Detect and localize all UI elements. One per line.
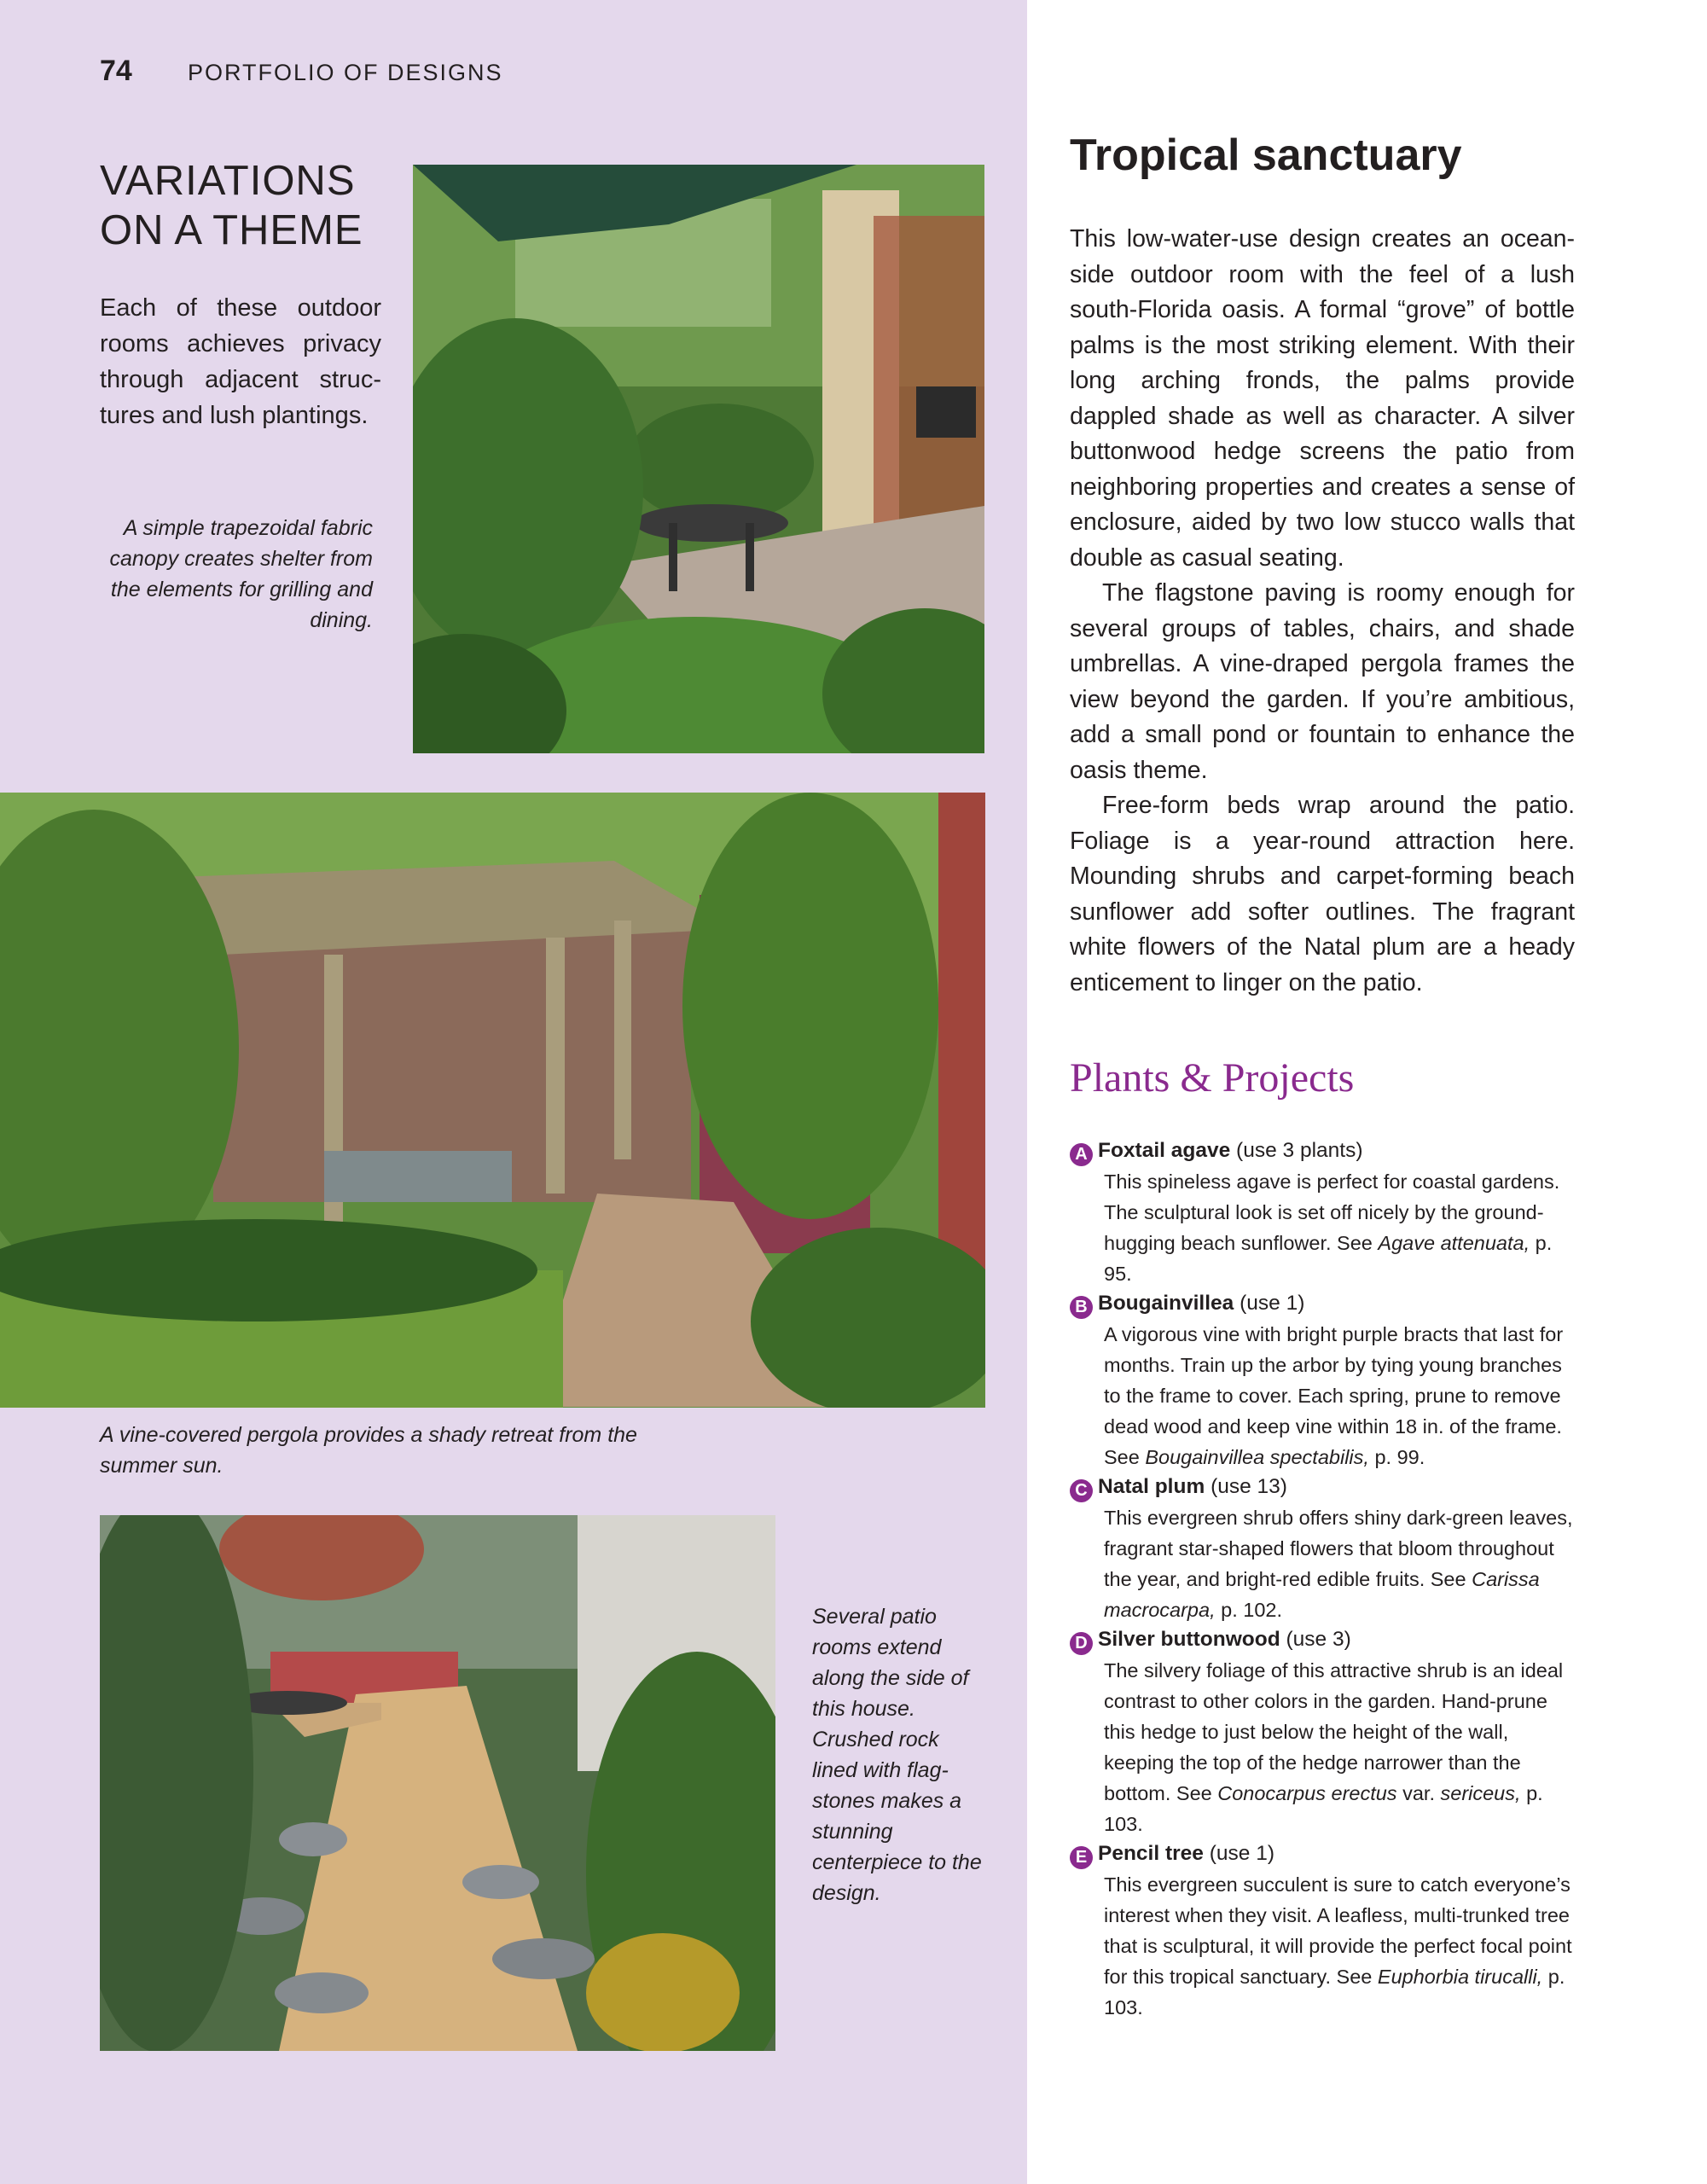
plant-description: A vigorous vine with bright purple bracts that last for months. Train up the arbor by tying young branches to the frame to cover. Each spring, prune to remove dead wood and keep vine within 18 in. of the frame. See Bougainvillea spectabilis, p. 99. — [1104, 1323, 1564, 1468]
plant-item-natal-plum — [1070, 1472, 1576, 1625]
caption-canopy: A simple trapezoidal fabric canopy creates shelter from the elements for grilling and dining. — [109, 516, 373, 632]
plant-letter-badge: D — [1070, 1632, 1093, 1655]
photo-pergola — [0, 793, 985, 1408]
plant-name: Silver buttonwood — [1098, 1628, 1280, 1651]
sidebar-title-line-1: VARIATIONS — [100, 158, 356, 204]
sidebar-title — [100, 156, 424, 255]
plant-letter-badge: E — [1070, 1846, 1093, 1869]
plant-quantity: (use 1) — [1240, 1292, 1305, 1315]
running-head: PORTFOLIO OF DESIGNS — [188, 60, 503, 85]
plant-name: Foxtail agave — [1098, 1139, 1231, 1162]
plant-name: Bougainvillea — [1098, 1292, 1234, 1315]
sidebar-intro: Each of these outdoor rooms achieves privacy through adjacent structures and lush plantings. — [100, 294, 381, 429]
plant-quantity: (use 13) — [1211, 1475, 1287, 1498]
plant-item-foxtail-agave — [1070, 1136, 1576, 1289]
plant-name: Natal plum — [1098, 1475, 1205, 1498]
plant-name: Pencil tree — [1098, 1842, 1204, 1865]
sidebar-title-line-2: ON A THEME — [100, 207, 363, 253]
photo-pergola-illustration — [0, 793, 985, 1408]
article-paragraph: Free-form beds wrap around the patio. Foliage is a year-round attraction here. Mounding shrubs and carpet-forming beach sunflower add softer outlines. The fragrant white flowers of the Natal plum are a heady enticement to linger on the patio. — [1070, 792, 1575, 996]
plant-description: This evergreen succulent is sure to catch everyone’s interest when they visit. A leafless, multi-trunked tree that is sculptural, it will provide the perfect focal point for this tropical sanctuary. See Euphorbia tirucalli, p. 103. — [1104, 1873, 1572, 2018]
plant-item-silver-buttonwood — [1070, 1625, 1576, 1839]
plant-quantity: (use 3 plants) — [1236, 1139, 1363, 1162]
plant-item-pencil-tree — [1070, 1839, 1576, 2023]
plants-projects-heading: Plants & Projects — [1070, 1055, 1355, 1101]
plant-letter-badge: B — [1070, 1296, 1093, 1319]
photo-crushed-rock-patio — [100, 1515, 775, 2051]
photo-patio-illustration — [100, 1515, 775, 2051]
article-body — [1070, 222, 1575, 1001]
photo-canopy-patio — [413, 165, 984, 753]
plant-quantity: (use 1) — [1209, 1842, 1275, 1865]
article-paragraph: This low-water-use design creates an oceanside outdoor room with the feel of a lush south-Florida oasis. A formal “grove” of bottle palms is the most striking element. With their long arching fronds, the palms provide dappled shade as well as character. A silver buttonwood hedge screens the patio from neighboring properties and creates a sense of enclosure, aided by two low stucco walls that double as casual seating. — [1070, 225, 1575, 572]
plant-quantity: (use 3) — [1286, 1628, 1351, 1651]
plant-item-bougainvillea — [1070, 1289, 1576, 1472]
caption-patio: Several patio rooms extend along the side of this house. Crushed rock lined with flagstones makes a stunning centerpiece to the design. — [812, 1605, 982, 1905]
article-paragraph: The flagstone paving is roomy enough for several groups of tables, chairs, and shade umbrellas. A vine-draped pergola frames the view beyond the garden. If you’re ambitious, add a small pond or fountain to enhance the oasis theme. — [1070, 579, 1575, 784]
article-heading: Tropical sanctuary — [1070, 131, 1462, 180]
caption-pergola: A vine-covered pergola provides a shady retreat from the summer sun. — [100, 1423, 637, 1478]
plant-description: This spineless agave is perfect for coastal gardens. The sculptural look is set off nicely by the ground-hugging beach sunflower. See Agave attenuata, p. 95. — [1104, 1170, 1560, 1285]
photo-canopy-illustration — [413, 165, 984, 753]
plant-description: This evergreen shrub offers shiny dark-green leaves, fragrant star-shaped flowers that bloom throughout the year, and bright-red edible fruits. See Carissa macrocarpa, p. 102. — [1104, 1507, 1573, 1621]
plant-description: The silvery foliage of this attractive shrub is an ideal contrast to other colors in the garden. Hand-prune this hedge to just below the height of the wall, keeping the top of the hedge narrower than the bottom. See Conocarpus erectus var. sericeus, p. 103. — [1104, 1659, 1564, 1835]
page-number: 74 — [100, 55, 132, 87]
plant-list — [1070, 1136, 1576, 2023]
plant-letter-badge: A — [1070, 1143, 1093, 1166]
plant-letter-badge: C — [1070, 1479, 1093, 1502]
